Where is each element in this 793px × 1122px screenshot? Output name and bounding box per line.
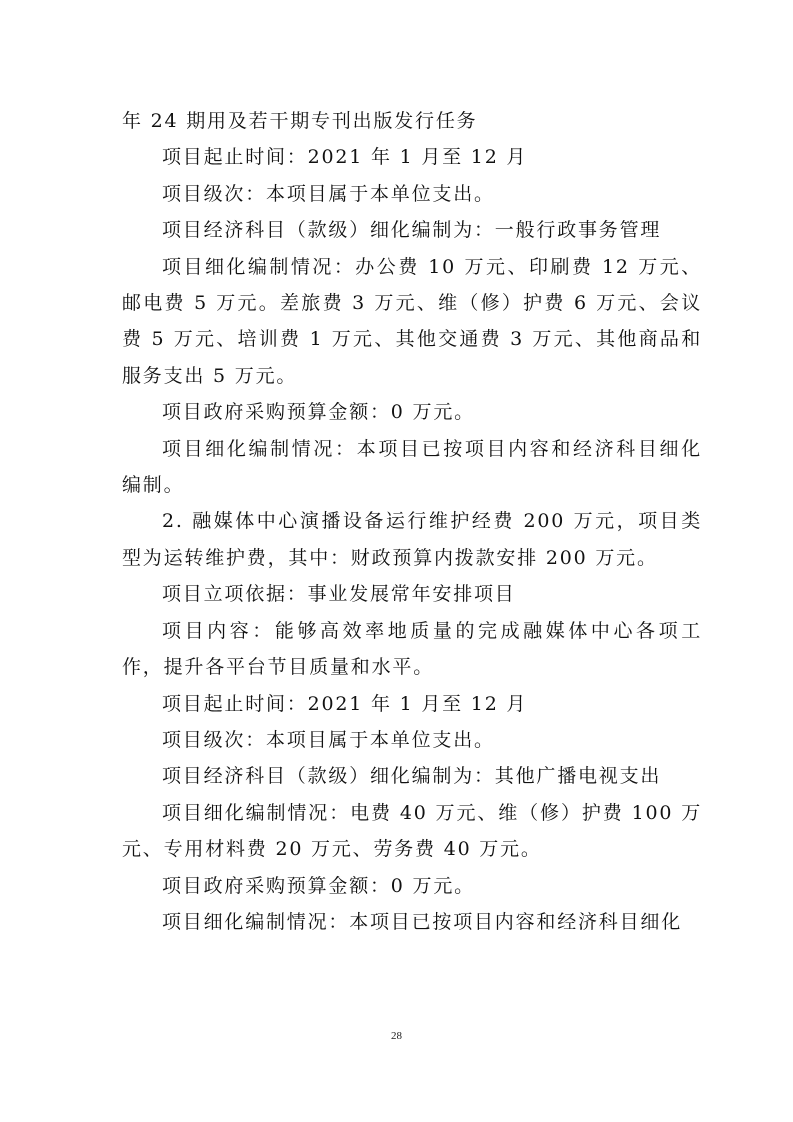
paragraph-project-content: 项目内容：能够高效率地质量的完成融媒体中心各项工作，提升各平台节目质量和水平。	[122, 619, 702, 679]
paragraph-procurement-budget-2: 项目政府采购预算金额：0 万元。	[162, 874, 475, 897]
paragraph-project-period: 项目起止时间：2021 年 1 月至 12 月	[162, 146, 528, 169]
document-body	[122, 103, 702, 940]
page-number: 28	[391, 1030, 402, 1042]
paragraph-procurement-budget: 项目政府采购预算金额：0 万元。	[162, 401, 475, 424]
paragraph-project-level-2: 项目级次：本项目属于本单位支出。	[162, 728, 495, 751]
paragraph-economic-category: 项目经济科目（款级）细化编制为：一般行政事务管理	[162, 219, 662, 242]
paragraph-economic-category-2: 项目经济科目（款级）细化编制为：其他广播电视支出	[162, 765, 662, 788]
paragraph-publication-task: 年 24 期用及若干期专刊出版发行任务	[122, 110, 478, 132]
paragraph-media-center-project: 2. 融媒体中心演播设备运行维护经费 200 万元，项目类型为运转维护费，其中：财政预算内拨款安排 200 万元。	[122, 510, 702, 569]
paragraph-breakdown-status: 项目细化编制情况：本项目已按项目内容和经济科目细化编制。	[122, 437, 702, 497]
paragraph-budget-breakdown: 项目细化编制情况：办公费 10 万元、印刷费 12 万元、邮电费 5 万元。差旅费 3 万元、维（修）护费 6 万元、会议费 5 万元、培训费 1 万元、其他交通费 3 万元、其他商品和服务支出 5 万元。	[122, 255, 702, 387]
paragraph-breakdown-status-2: 项目细化编制情况：本项目已按项目内容和经济科目细化	[162, 910, 683, 933]
paragraph-project-basis: 项目立项依据：事业发展常年安排项目	[162, 583, 516, 606]
paragraph-project-period-2: 项目起止时间：2021 年 1 月至 12 月	[162, 692, 528, 715]
paragraph-budget-breakdown-2: 项目细化编制情况：电费 40 万元、维（修）护费 100 万元、专用材料费 20 万元、劳务费 40 万元。	[122, 801, 702, 861]
paragraph-project-level: 项目级次：本项目属于本单位支出。	[162, 182, 495, 205]
